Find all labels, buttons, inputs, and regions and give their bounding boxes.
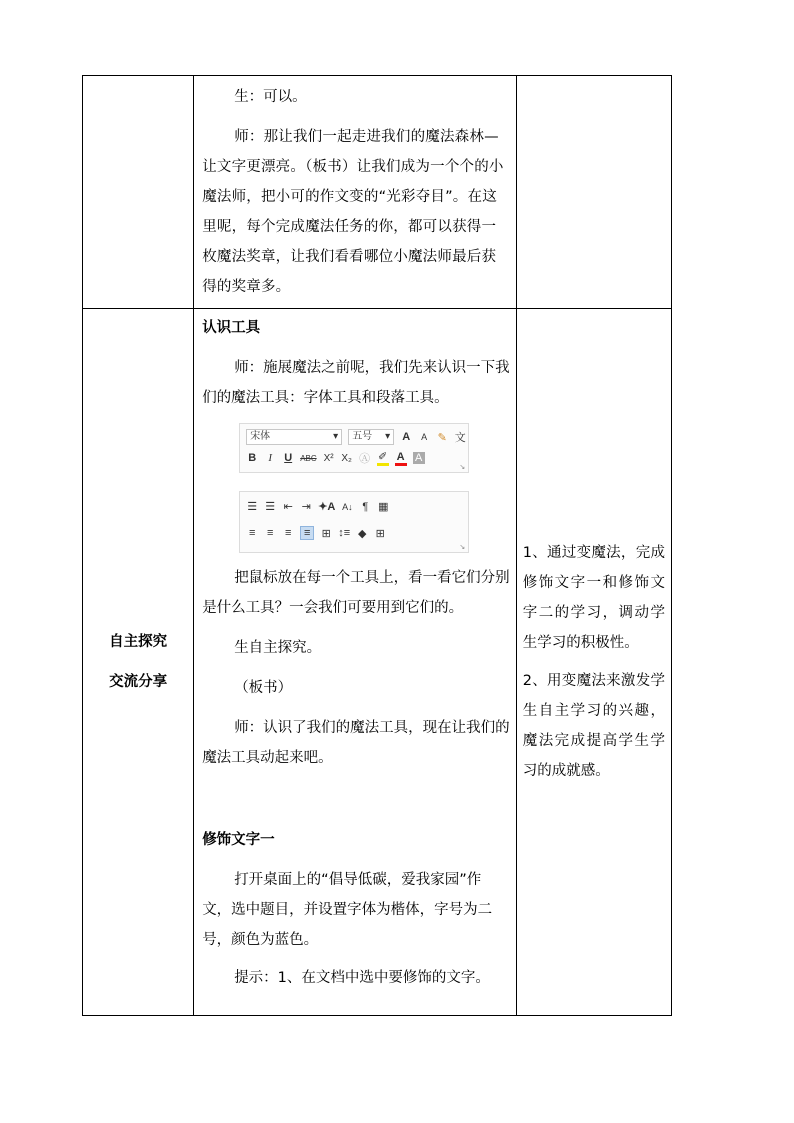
numbering-icon: ☰ [265,501,276,513]
row1-left-cell [83,76,194,309]
section-heading: 认识工具 [202,320,261,336]
paragraph: 打开桌面上的“倡导低碳，爱我家园”作文，选中题目，并设置字体为楷体，字号为二号，颜色为蓝色。 [202,872,493,948]
section-label: 交流分享 [109,674,168,690]
underline-icon: U [284,452,293,464]
borders-icon: ⊞ [375,527,385,540]
superscript-icon: X² [323,452,334,464]
table-icon: ▦ [378,501,389,513]
shrink-font-icon: A [421,432,428,442]
subscript-icon: X₂ [341,452,352,464]
paragraph: 生：可以。 [234,89,307,105]
strikethrough-icon: ABC [300,453,317,463]
justify-icon: ≡ [300,526,314,540]
text-direction-icon: ✦A [318,501,336,513]
paragraph-toolbar-image [239,491,469,553]
row2-right-cell [516,309,671,1016]
paragraph: 师：认识了我们的魔法工具，现在让我们的魔法工具动起来吧。 [202,720,510,766]
highlight-icon: ✐ [377,450,389,466]
text-effect-icon: Ⓐ [359,453,371,465]
section-label: 自主探究 [109,634,168,650]
paragraph: 师：那让我们一起走进我们的魔法森林—让文字更漂亮。（板书）让我们成为一个个的小魔法师，把小可的作文变的“光彩夺目”。在这里呢，每个完成魔法任务的你，都可以获得一枚魔法奖章，让我们看看哪位小魔法师最后获得的奖章多。 [202,129,504,295]
dialog-launcher-icon: ↘ [459,544,466,551]
char-shading-icon: A [413,452,425,464]
align-right-icon: ≡ [284,527,292,539]
clear-format-icon: ✎ [437,431,447,444]
font-size-select: 五号 ▾ [348,429,394,445]
table-row [83,309,672,1016]
section-heading: 修饰文字一 [202,832,275,848]
distributed-icon: ⊞ [321,527,331,540]
dialog-launcher-icon: ↘ [459,464,466,471]
italic-icon: I [268,452,273,464]
paragraph: 师：施展魔法之前呢，我们先来认识一下我们的魔法工具：字体工具和段落工具。 [202,360,510,406]
paragraph: 生自主探究。 [234,640,322,656]
row2-left-cell [83,309,194,1016]
grow-font-icon: A [402,431,411,443]
paragraph: 把鼠标放在每一个工具上，看一看它们分别是什么工具？一会我们可要用到它们的。 [202,570,510,616]
bold-icon: B [248,452,257,464]
sort-icon: A↓ [342,501,353,512]
lesson-plan-table [82,75,672,1016]
row1-middle-cell [194,76,517,309]
font-toolbar-image [239,423,469,473]
shading-icon: ◆ [357,527,367,540]
align-center-icon: ≡ [266,527,274,539]
align-left-icon: ≡ [248,527,256,539]
decrease-indent-icon: ⇤ [283,501,293,513]
bullets-icon: ☰ [247,501,258,513]
note-paragraph: 1、通过变魔法，完成修饰文字一和修饰文字二的学习，调动学生学习的积极性。 [522,545,665,651]
increase-indent-icon: ⇥ [301,501,311,513]
font-name-select: 宋体 ▾ [246,429,342,445]
font-color-icon: A [395,451,407,466]
paragraph: 提示：1、在文档中选中要修饰的文字。 [234,970,490,986]
phonetic-guide-icon: 文 [454,432,466,444]
table-row [83,76,672,309]
show-marks-icon: ¶ [362,500,369,513]
row1-right-cell [516,76,671,309]
row2-middle-cell [194,309,517,1016]
line-spacing-icon: ↕≡ [338,527,351,539]
paragraph: （板书） [234,680,293,696]
note-paragraph: 2、用变魔法来激发学生自主学习的兴趣，魔法完成提高学生学习的成就感。 [522,673,665,779]
